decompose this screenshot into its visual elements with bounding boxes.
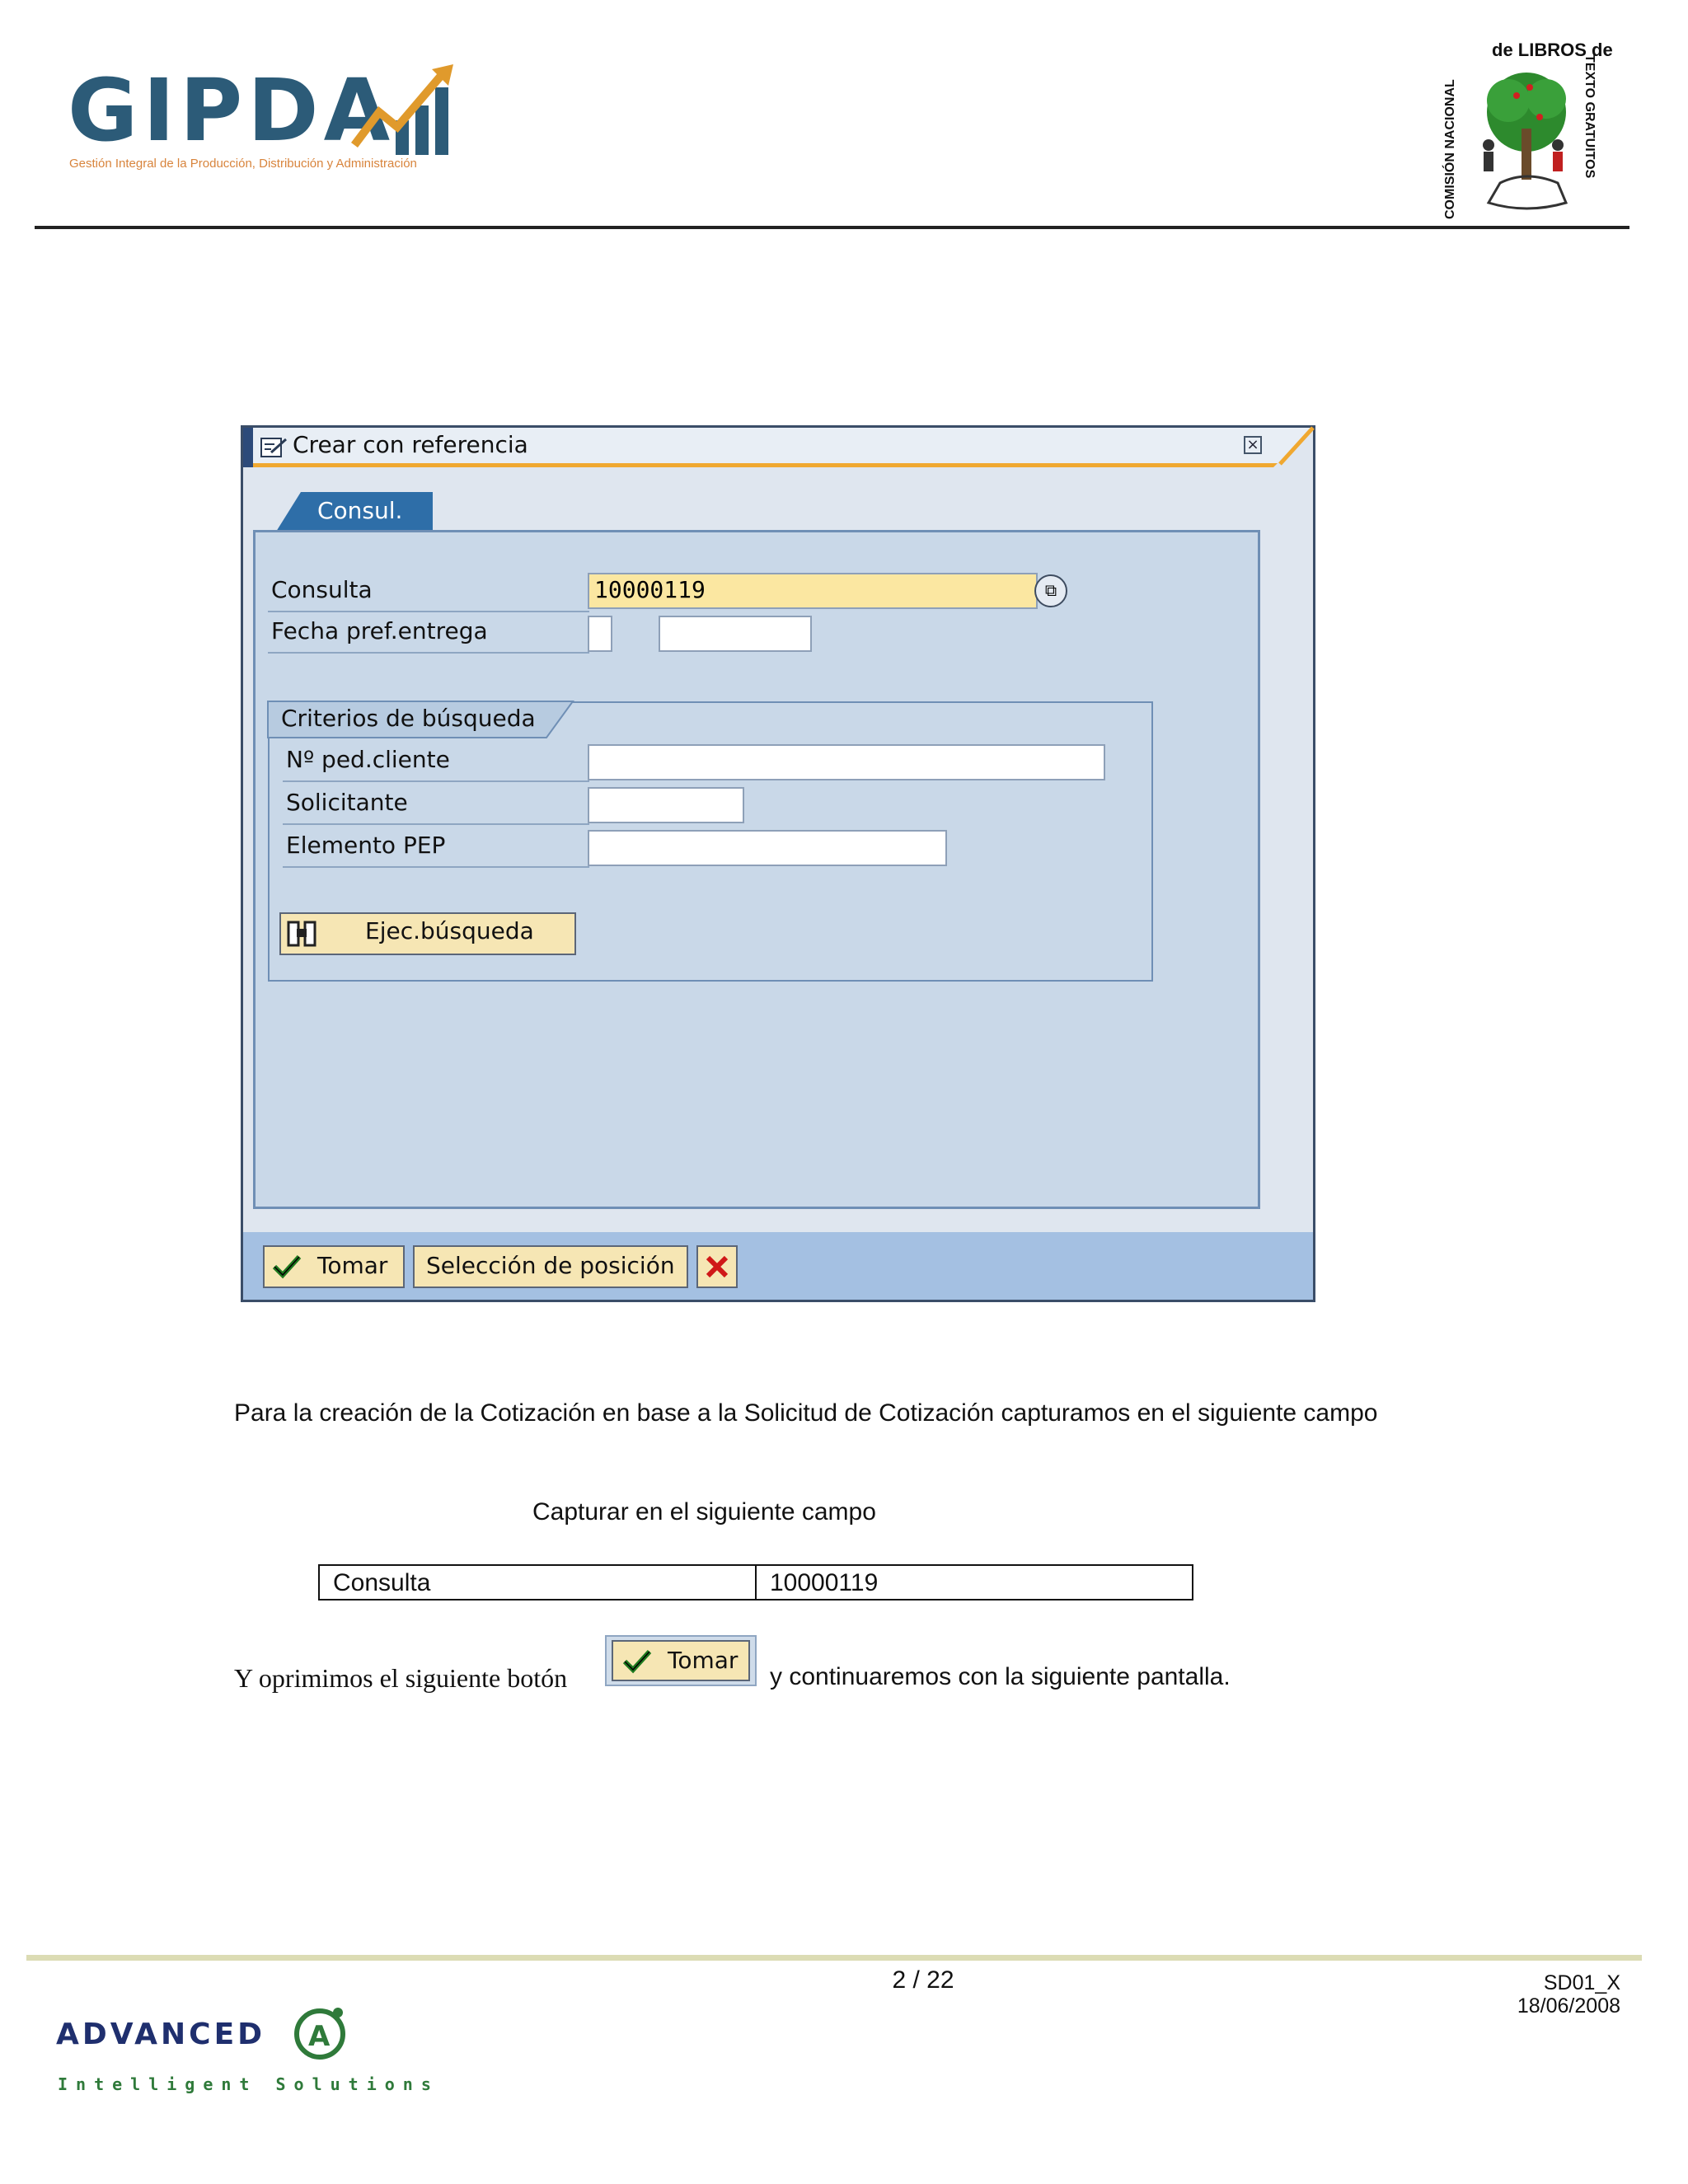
fecha-tipo-input[interactable] [588,616,612,652]
tomar-label: Tomar [668,1647,738,1674]
label-underline [283,823,589,825]
document-code: SD01_X [1543,1971,1620,1994]
cancel-x-icon [705,1254,729,1280]
table-caption: Capturar en el siguiente campo [532,1498,876,1526]
fecha-pref-entrega-label: Fecha pref.entrega [271,617,488,644]
solicitante-label: Solicitante [286,789,408,816]
page-number: 2 / 22 [892,1966,954,1994]
ped-cliente-label: Nº ped.cliente [286,746,450,773]
table-column-divider [755,1564,757,1601]
checkmark-icon [271,1254,302,1280]
dialog-titlebar[interactable] [243,428,1313,467]
tomar-button[interactable] [263,1245,405,1288]
possible-entries-icon[interactable]: ⧉ [1034,574,1067,607]
advanced-company-logo [54,1998,439,2097]
seleccion-de-posicion-button[interactable] [413,1245,688,1288]
titlebar-accent [243,428,253,467]
ejec-busqueda-label: Ejec.búsqueda [365,917,534,944]
crear-con-referencia-dialog [241,425,1315,1302]
paragraph-instruction: Para la creación de la Cotización en base a la Solicitud de Cotización capturamos en el siguiente campo [234,1399,1378,1427]
paragraph-button-intro: Y oprimimos el siguiente botón [234,1663,568,1693]
table-cell-value: 10000119 [770,1569,879,1596]
label-underline [268,652,589,654]
svg-text:COMISIÓN NACIONAL: COMISIÓN NACIONAL [1443,79,1457,219]
label-underline [283,780,589,782]
seleccion-de-posicion-label: Selección de posición [426,1252,675,1279]
consulta-label: Consulta [271,576,373,603]
edit-document-icon [260,436,288,459]
solicitante-input[interactable] [588,787,744,823]
fecha-pref-entrega-input[interactable] [659,616,812,652]
header-divider [35,226,1629,229]
ped-cliente-input[interactable] [588,744,1105,780]
titlebar-corner-decoration [1273,428,1313,467]
conaliteg-seal-logo [1434,38,1613,227]
binoculars-icon [286,919,317,949]
consulta-input[interactable]: 10000119 [588,573,1038,609]
dialog-title: Crear con referencia [293,431,528,458]
svg-text:A: A [308,2020,331,2053]
criterios-de-busqueda-title: Criterios de búsqueda [281,705,536,732]
elemento-pep-label: Elemento PEP [286,832,446,859]
elemento-pep-input[interactable] [588,830,947,866]
cancel-button[interactable] [696,1245,738,1288]
tab-consul[interactable]: Consul. [317,497,403,524]
gipda-logo-wordmark: GIPDA [68,60,396,161]
tomar-button-screenshot [612,1640,750,1681]
svg-text:ADVANCED: ADVANCED [56,2018,266,2051]
tomar-label: Tomar [317,1252,388,1279]
paragraph-continuation: y continuaremos con la siguiente pantalla. [770,1663,1231,1690]
close-icon[interactable]: × [1244,436,1262,454]
label-underline [268,611,589,612]
svg-text:Intelligent Solutions: Intelligent Solutions [58,2074,439,2094]
footer-divider [26,1955,1642,1961]
table-cell-field: Consulta [333,1569,431,1596]
svg-text:TEXTO GRATUITOS: TEXTO GRATUITOS [1582,54,1597,179]
svg-text:de LIBROS de: de LIBROS de [1492,40,1613,60]
checkmark-icon [621,1648,653,1675]
document-date: 18/06/2008 [1517,1994,1620,2018]
label-underline [283,866,589,868]
gipda-tagline: Gestión Integral de la Producción, Distribución y Administración [69,157,417,171]
